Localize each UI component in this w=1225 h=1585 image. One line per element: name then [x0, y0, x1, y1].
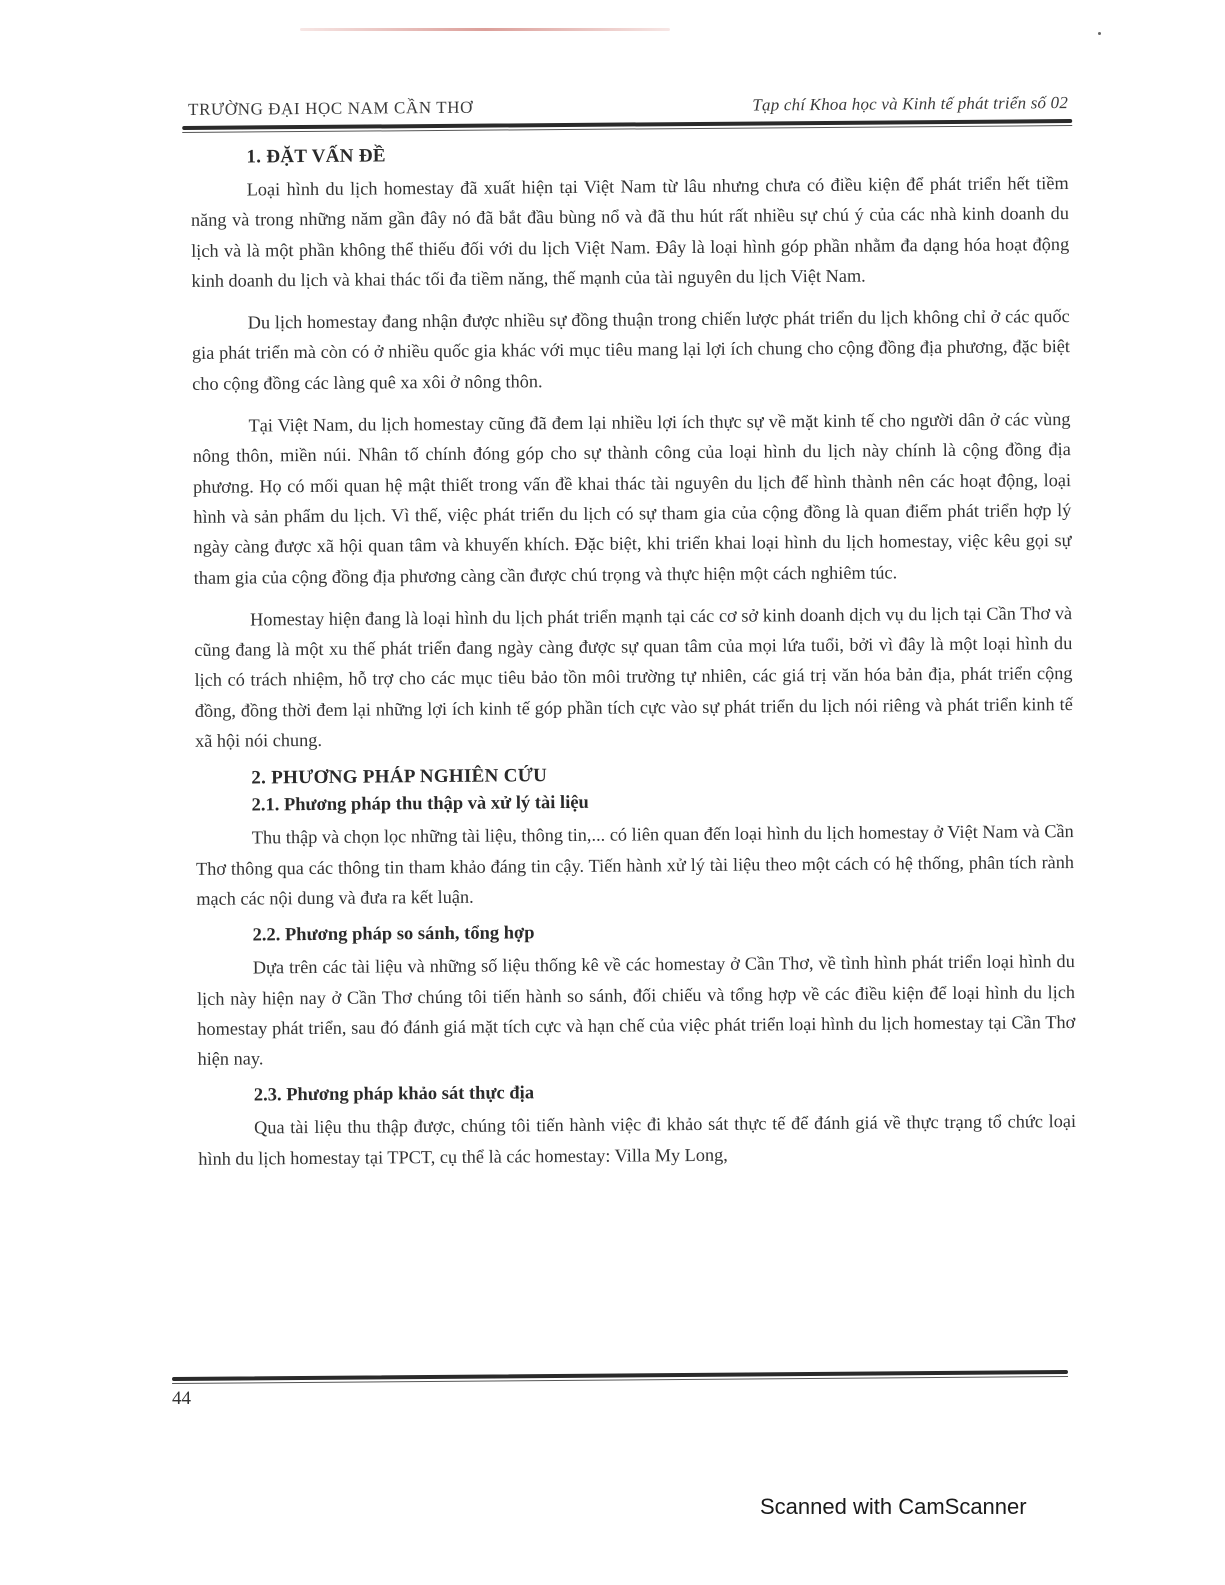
paragraph: Tại Việt Nam, du lịch homestay cũng đã đem lại nhiều lợi ích thực sự về mặt kinh tế cho người dân ở các vùng nông thôn, miền núi. Nhân tố chính đóng góp cho sự thành công của loại hình du lịch này chính là cộng đồng địa phương. Họ có mối quan hệ mật thiết trong vấn đề khai thác tài nguyên du lịch để hình thành nên các hoạt động, loại hình và sản phẩm du lịch. Vì thế, việc phát triển du lịch có sự tham gia của cộng đồng là quan điểm phát triển hợp lý ngày càng được xã hội quan tâm và khuyến khích. Đặc biệt, khi triển khai loại hình du lịch homestay, việc kêu gọi sự tham gia của cộng đồng địa phương càng cần được chú trọng và thực hiện một cách nghiêm túc. — [192, 409, 1072, 588]
header-journal: Tạp chí Khoa học và Kinh tế phát triển số 02 — [752, 93, 1069, 115]
paragraph: Homestay hiện đang là loại hình du lịch phát triển mạnh tại các cơ sở kinh doanh dịch vụ du lịch tại Cần Thơ và cũng đang là một xu thế phát triển đang ngày càng được sự quan tâm của mọi lứa tuổi, bởi vì đây là một loại hình du lịch có trách nhiệm, hỗ trợ cho các mục tiêu bảo tồn môi trường tự nhiên, các giá trị văn hóa bản địa, phát triển cộng đồng, đồng thời đem lại những lợi ích kinh tế góp phần tích cực vào sự phát triển du lịch nói riêng và phát triển kinh tế xã hội nói chung. — [194, 602, 1073, 751]
scan-edge-mark — [300, 28, 670, 31]
paragraph: Thu thập và chọn lọc những tài liệu, thông tin,... có liên quan đến loại hình du lịch homestay ở Việt Nam và Cần Thơ thông qua các thông tin tham khảo đáng tin cậy. Tiến hành xử lý tài liệu theo một cách có hệ thống, phân tích rành mạch các nội dung và đưa ra kết luận. — [195, 821, 1075, 909]
header-institution: TRƯỜNG ĐẠI HỌC NAM CẦN THƠ — [187, 97, 474, 119]
subsection-2-2-title: 2.2. Phương pháp so sánh, tổng hợp — [252, 923, 535, 946]
subsection-2-3-title: 2.3. Phương pháp khảo sát thực địa — [253, 1083, 535, 1106]
section-1-title: 1. ĐẶT VẤN ĐỀ — [246, 145, 386, 168]
subsection-2-1-title: 2.1. Phương pháp thu thập và xử lý tài liệu — [251, 793, 589, 816]
footer-rule — [172, 1370, 1068, 1384]
journal-page — [182, 93, 1081, 1186]
scan-speck — [1098, 32, 1101, 35]
paragraph: Du lịch homestay đang nhận được nhiều sự đồng thuận trong chiến lược phát triển du lịch không chỉ ở các quốc gia phát triển mà còn có ở nhiều quốc gia khác với mục tiêu mang lại lợi ích chung cho cộng đồng địa phương, đặc biệt cho cộng đồng các làng quê xa xôi ở nông thôn. — [191, 306, 1071, 394]
paragraph: Loại hình du lịch homestay đã xuất hiện tại Việt Nam từ lâu nhưng chưa có điều kiện để phát triển hết tiềm năng và trong những năm gần đây nó đã bắt đầu bùng nổ và đã thu hút rất nhiều sự chú ý của các nhà kinh doanh du lịch và là một phần không thể thiếu đối với du lịch Việt Nam. Đây là loại hình góp phần nhằm đa dạng hóa hoạt động kinh doanh du lịch và khai thác tối đa tiềm năng, thế mạnh của tài nguyên du lịch Việt Nam. — [190, 173, 1070, 291]
section-2-title: 2. PHƯƠNG PHÁP NGHIÊN CỨU — [251, 765, 548, 789]
scanner-watermark: Scanned with CamScanner — [760, 1494, 1027, 1519]
paragraph: Qua tài liệu thu thập được, chúng tôi tiến hành việc đi khảo sát thực tế để đánh giá về thực trạng tổ chức loại hình du lịch homestay tại TPCT, cụ thể là các homestay: Villa My Long, — [198, 1111, 1077, 1169]
paragraph: Dựa trên các tài liệu và những số liệu thống kê về các homestay ở Cần Thơ, về tình hình phát triển loại hình du lịch này hiện nay ở Cần Thơ chúng tôi tiến hành so sánh, đối chiếu và tổng hợp về các điều kiện để loại hình du lịch homestay phát triển, sau đó đánh giá mặt tích cực và hạn chế của việc phát triển loại hình du lịch homestay tại Cần Thơ hiện nay. — [196, 951, 1076, 1070]
article-body — [182, 140, 1080, 1174]
page-number: 44 — [172, 1388, 191, 1409]
